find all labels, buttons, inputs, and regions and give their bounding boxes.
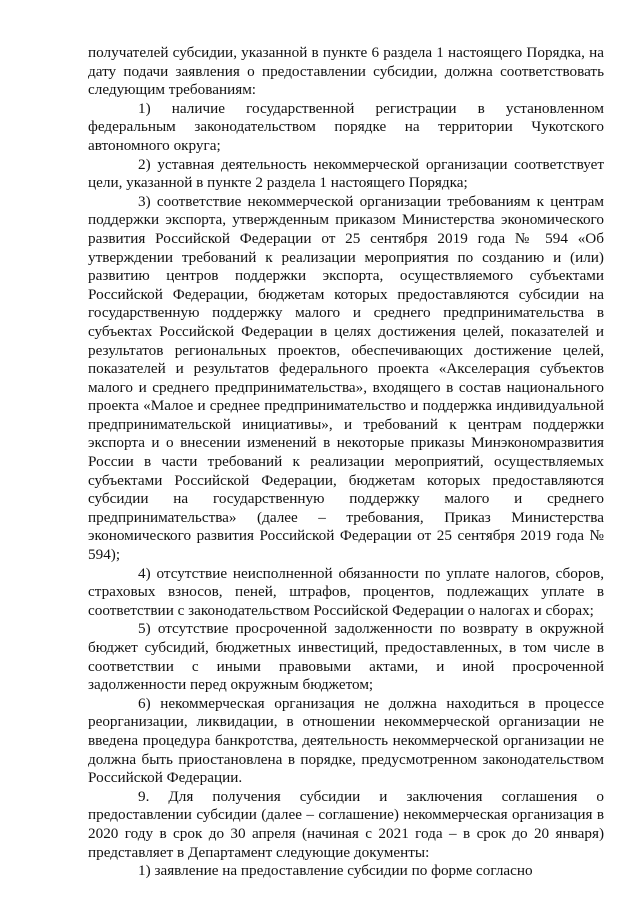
paragraph-intro: получателей субсидии, указанной в пункте 6 раздела 1 настоящего Порядка, на дату подачи заявления о предоставлении субсидии, должна соответствовать следующим требованиям: [88,44,604,99]
document-page [88,44,604,881]
paragraph-document-1: 1) заявление на предоставление субсидии по форме согласно [138,862,533,880]
paragraph-item-1: 1) наличие государственной регистрации в установленном федеральным законодательством порядке на территории Чукотского автономного округа; [88,99,604,154]
paragraph-item-6: 6) некоммерческая организация не должна находиться в процессе реорганизации, ликвидации, в отношении некоммерческой организации не введена процедура банкротства, деятельность некоммерческой организации не должна быть приостановлена в порядке, предусмотренном законодательством Российской Федерации. [88,694,604,787]
paragraph-section-9: 9. Для получения субсидии и заключения соглашения о предоставлении субсидии (далее – соглашение) некоммерческая организация в 2020 году в срок до 30 апреля (начиная с 2021 года – в срок до 20 января) представляет в Департамент следующие документы: [88,787,604,861]
paragraph-item-5: 5) отсутствие просроченной задолженности по возврату в окружной бюджет субсидий, бюджетных инвестиций, предоставленных, в том числе в соответствии с иными правовыми актами, и иной просроченной задолженности перед окружным бюджетом; [88,620,604,694]
paragraph-item-2: 2) уставная деятельность некоммерческой организации соответствует цели, указанной в пункте 2 раздела 1 настоящего Порядка; [88,155,604,192]
paragraph-item-4: 4) отсутствие неисполненной обязанности по уплате налогов, сборов, страховых взносов, пеней, штрафов, процентов, подлежащих уплате в соответствии с законодательством Российской Федерации о налогах и сборах; [88,564,604,619]
paragraph-item-3: 3) соответствие некоммерческой организации требованиям к центрам поддержки экспорта, утвержденным приказом Министерства экономического развития Российской Федерации от 25 сентября 2019 года № 594 «Об утверждении требований к реализации мероприятия по созданию и (или) развитию центров поддержки экспорта, осуществляемого субъектами Российской Федерации, бюджетам которых предоставляются субсидии на государственную поддержку малого и среднего предпринимательства в субъектах Российской Федерации в целях достижения целей, показателей и результатов региональных проектов, обеспечивающих достижение целей, показателей и результатов федерального проекта «Акселерация субъектов малого и среднего предпринимательства», входящего в состав национального проекта «Малое и среднее предпринимательство и поддержка индивидуальной предпринимательской инициативы», и требований к центрам поддержки экспорта и о внесении изменений в некоторые приказы Минэкономразвития России в части требований к реализации мероприятий, осуществляемых субъектами Российской Федерации, бюджетам которых предоставляются субсидии на государственную поддержку малого и среднего предпринимательства» (далее – требования, Приказ Министерства экономического развития Российской Федерации от 25 сентября 2019 года № 594); [88,192,604,564]
